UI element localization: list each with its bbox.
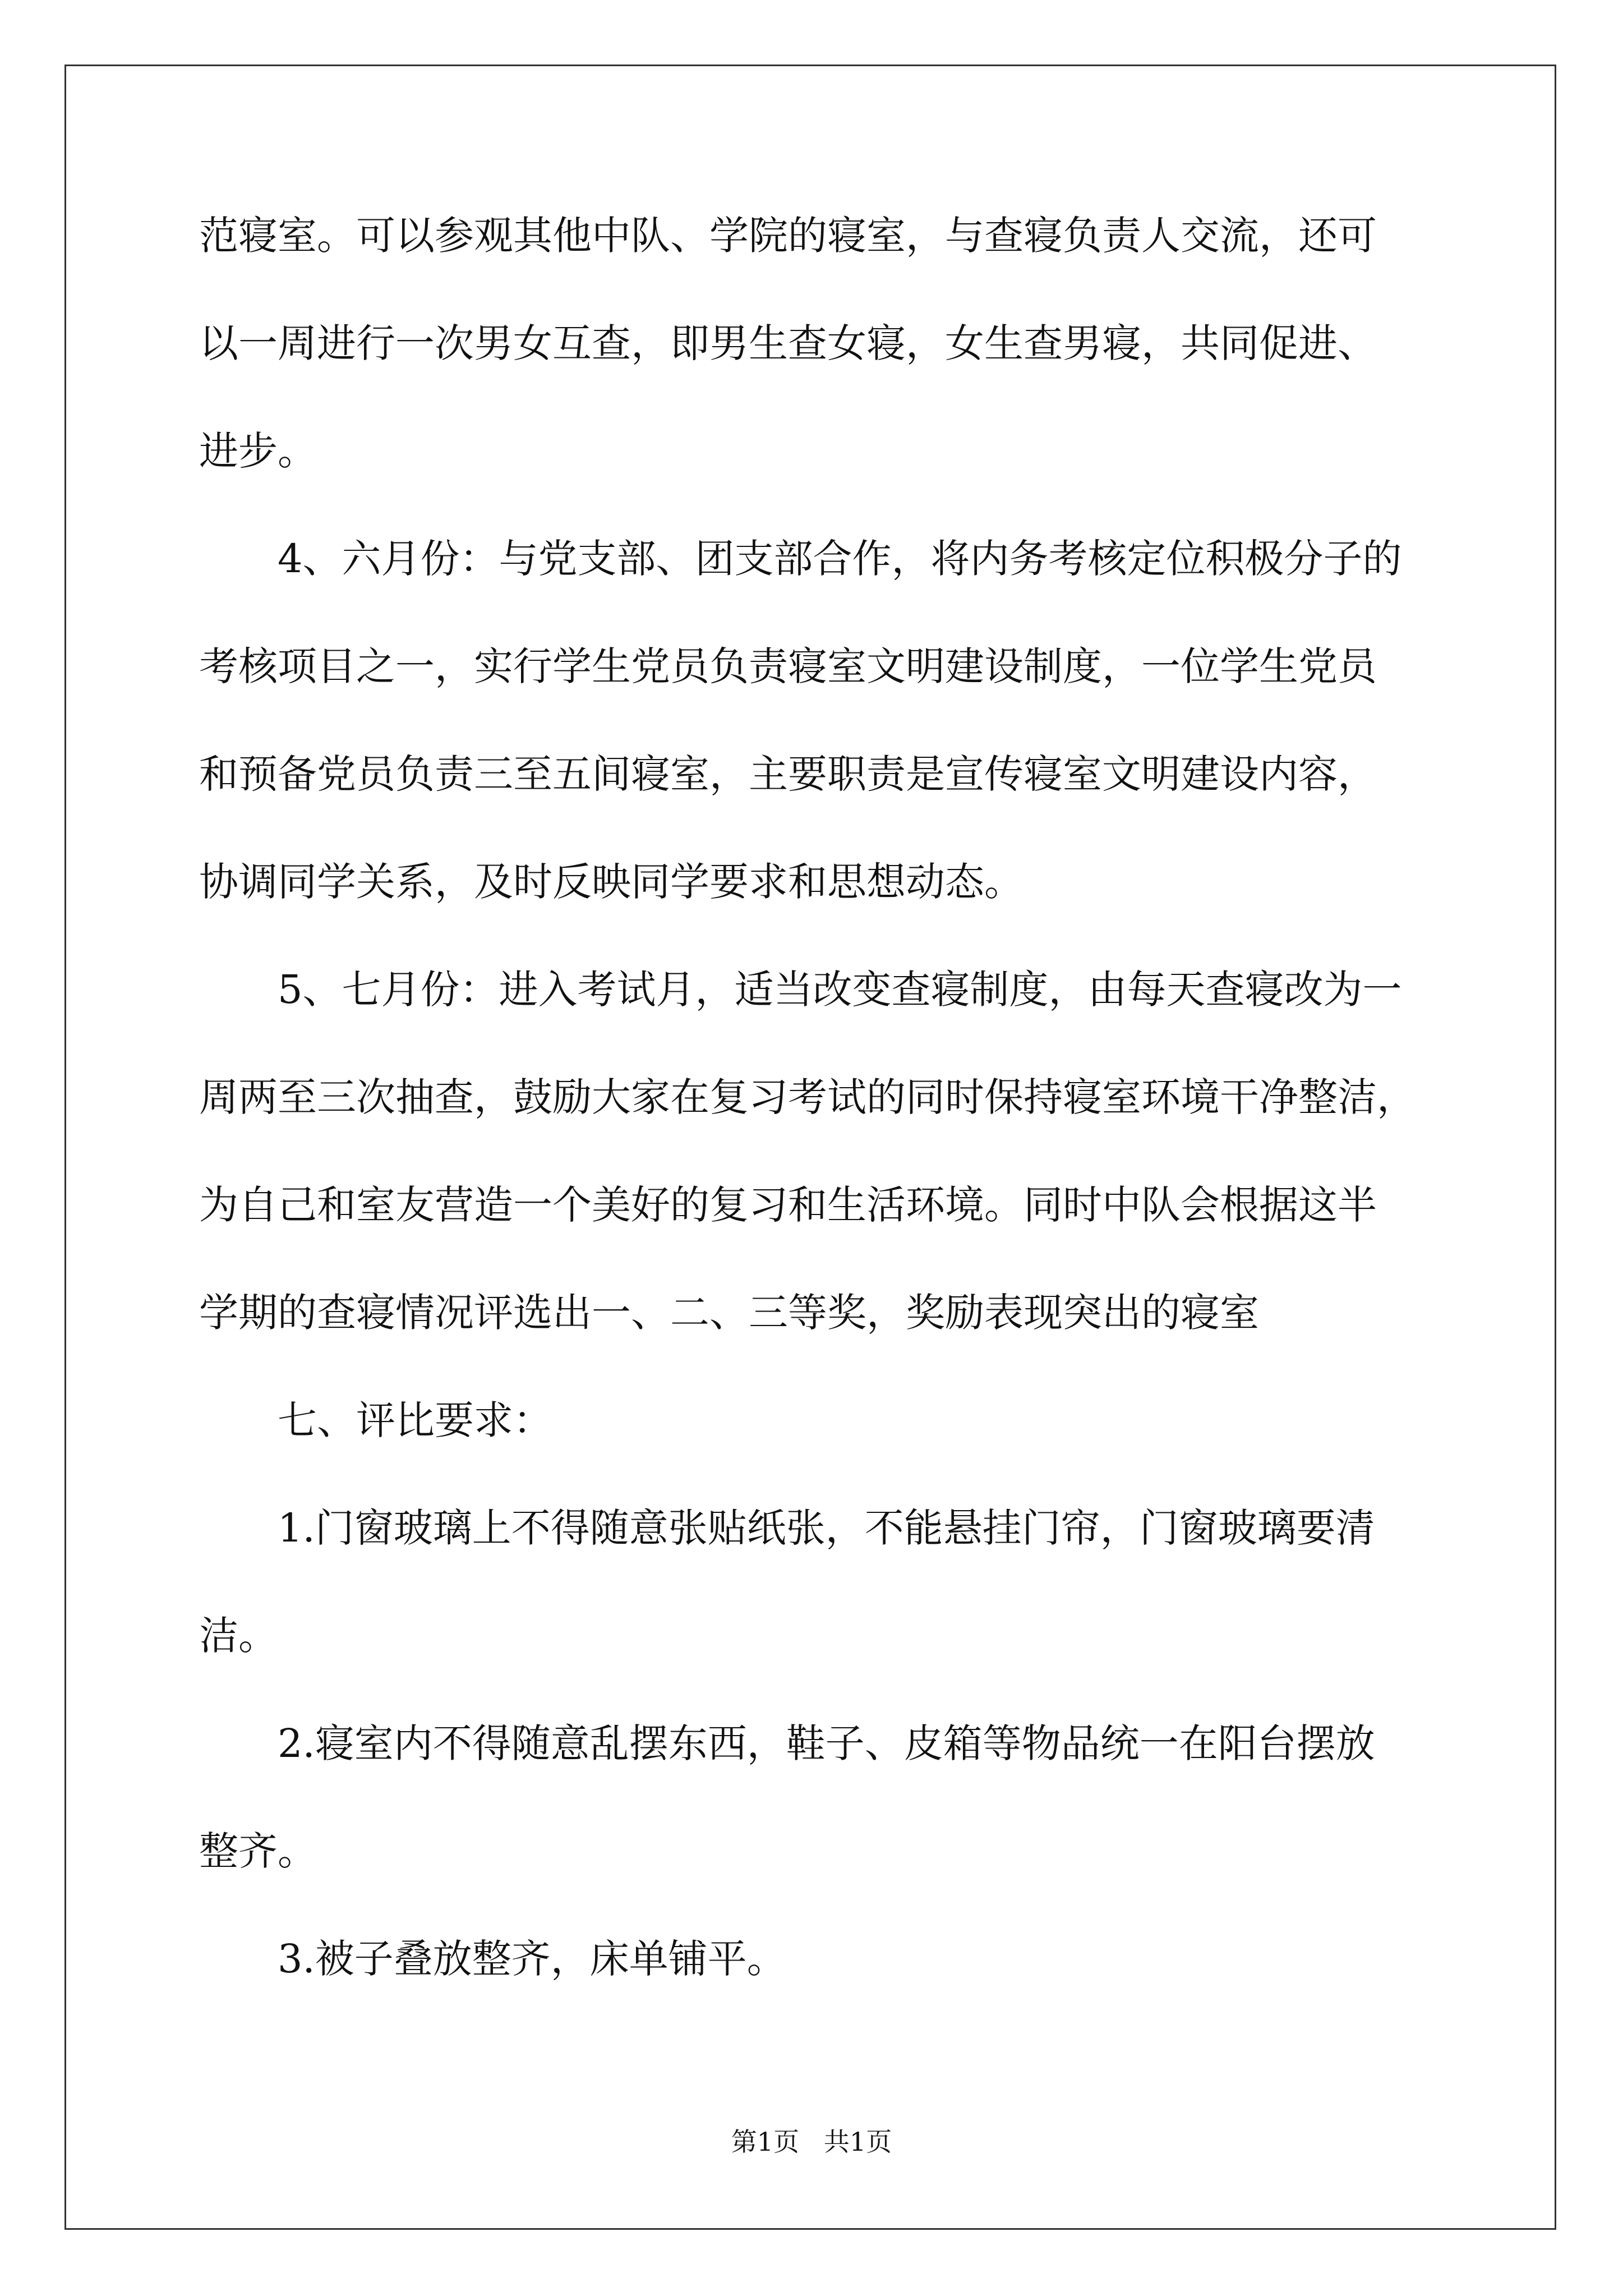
text-line: 5、七月份：进入考试月，适当改变查寝制度，由每天查寝改为一 [278,967,1402,1013]
document-body [199,213,1433,2044]
text-line: 2.寝室内不得随意乱摆东西，鞋子、皮箱等物品统一在阳台摆放 [278,1720,1375,1766]
text-line: 整齐。 [199,1828,317,1874]
page-number-footer: 第1页 共1页 [731,2127,892,2157]
text-line: 协调同学关系，及时反映同学要求和思想动态。 [199,859,1023,905]
text-line: 进步。 [199,428,317,474]
section-heading: 七、评比要求： [278,1397,552,1443]
text-line: 和预备党员负责三至五间寝室，主要职责是宣传寝室文明建设内容， [199,751,1377,797]
text-line: 范寝室。可以参观其他中队、学院的寝室，与查寝负责人交流，还可 [199,213,1377,259]
text-line: 3.被子叠放整齐，床单铺平。 [278,1936,786,1982]
text-line: 周两至三次抽查，鼓励大家在复习考试的同时保持寝室环境干净整洁， [199,1074,1416,1120]
text-line: 为自己和室友营造一个美好的复习和生活环境。同时中队会根据这半 [199,1182,1377,1228]
text-line: 考核项目之一，实行学生党员负责寝室文明建设制度，一位学生党员 [199,643,1377,689]
text-line: 学期的查寝情况评选出一、二、三等奖，奖励表现突出的寝室 [199,1290,1259,1336]
text-line: 4、六月份：与党支部、团支部合作，将内务考核定位积极分子的 [278,536,1402,582]
text-line: 以一周进行一次男女互查，即男生查女寝，女生查男寝，共同促进、 [199,320,1377,366]
text-line: 1.门窗玻璃上不得随意张贴纸张，不能悬挂门帘，门窗玻璃要清 [278,1505,1375,1551]
text-line: 洁。 [199,1613,278,1659]
